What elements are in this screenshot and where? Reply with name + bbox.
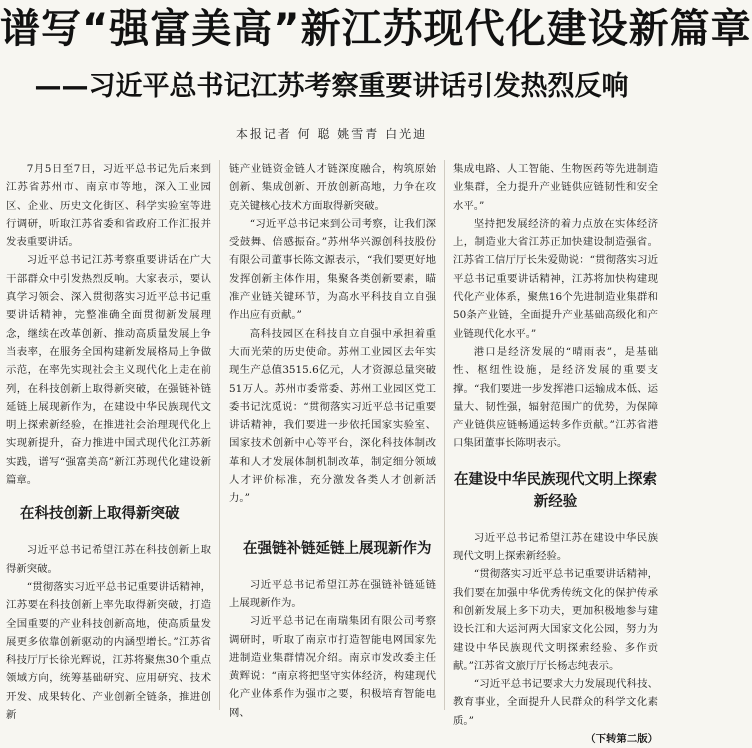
- subheadline: ——习近平总书记江苏考察重要讲话引发热烈反响: [34, 71, 629, 102]
- byline: 本报记者 何 聪 姚雪青 白光迪: [235, 127, 428, 141]
- paragraph: 链产业链资金链人才链深度融合，构筑原始创新、集成创新、开放创新高地，力争在攻克关键核心技术方面取得新突破。: [229, 163, 436, 212]
- paragraph: 集成电路、人工智能、生物医药等先进制造业集群，全力提升产业链供应链韧性和安全水平。”: [453, 163, 658, 212]
- paragraph: 港口是经济发展的“晴雨表”，是基础性、枢纽性设施，是经济发展的重要支撑。“我们要进一步发挥港口运输成本低、运量大、韧性强，辐射范围广的优势，为保障产业链供应链畅通运转多作贡献。”江苏省港口集团董事长陈明表示。: [453, 345, 658, 450]
- column-divider: [219, 160, 220, 710]
- continued-note: （下转第二版）: [585, 733, 658, 746]
- article-column-1: [6, 160, 211, 724]
- paragraph: 习近平总书记在南瑞集团有限公司考察调研时，听取了南京市打造智能电网国家先进制造业集群情况介绍。南京市发改委主任黄辉说：“南京将把坚守实体经济，构建现代化产业体系作为强市之要，积极培育智能电网、: [229, 615, 436, 719]
- headline: 谱写“强富美高”新江苏现代化建设新篇章: [0, 6, 752, 52]
- article-column-2: [229, 160, 436, 722]
- paragraph: “贯彻落实习近平总书记重要讲话精神，江苏要在科技创新上率先取得新突破，打造全国重要的产业科技创新高地，使高质量发展更多依靠创新驱动的内涵型增长。”江苏省科技厅厅长徐光辉说，江苏将聚焦30个重点领域方向，统筹基础研究、应用研究、技术开发、成果转化、产业创新全链条，推进创新: [6, 580, 211, 722]
- paragraph: “习近平总书记来到公司考察，让我们深受鼓舞、倍感振奋。”苏州华兴源创科技股份有限公司董事长陈文源表示，“我们要更好地发挥创新主体作用，集聚各类创新要素，瞄准产业链关键环节，为高水平科技自立自强作出应有贡献。”: [229, 217, 436, 322]
- paragraph: 习近平总书记江苏考察重要讲话在广大干部群众中引发热烈反响。大家表示，要认真学习领会、深入贯彻落实习近平总书记重要讲话精神，完整准确全面贯彻新发展理念，继续在改革创新、推动高质量发展上争当表率，在服务全国构建新发展格局上争做示范，在率先实现社会主义现代化上走在前列，在科技创新上取得新突破，在强链补链延链上展现新作为，在建设中华民族现代文明上探索新经验，在推进社会治理现代化上实现新提升，奋力推进中国式现代化江苏新实践，谱写“强富美高”新江苏现代化建设新篇章。: [6, 254, 211, 487]
- paragraph: 习近平总书记希望江苏在科技创新上取得新突破。: [6, 544, 211, 575]
- paragraph: “习近平总书记要求大力发展现代科技、教育事业，全面提升人民群众的科学文化素质。”: [453, 678, 658, 727]
- section-heading: 在科技创新上取得新突破: [20, 506, 180, 523]
- article-column-3: [453, 160, 658, 748]
- paragraph: “贯彻落实习近平总书记重要讲话精神，我们要在加强中华优秀传统文化的保护传承和创新发展上多下功夫，更加积极地参与建设长江和大运河两大国家文化公园，努力为建设中华民族现代文明探索经验、多作贡献。”江苏省文旅厅厅长杨志纯表示。: [453, 568, 658, 672]
- paragraph: 习近平总书记希望江苏在建设中华民族现代文明上探索新经验。: [453, 531, 658, 563]
- column-divider: [444, 160, 445, 710]
- paragraph: 高科技园区在科技自立自强中承担着重大而光荣的历史使命。苏州工业园区去年实现生产总值3515.6亿元，人才资源总量突破51万人。苏州市委常委、苏州工业园区党工委书记沈觅说：“贯彻落实习近平总书记重要讲话精神，我们要进一步依托国家实验室、国家技术创新中心等平台，深化科技体制改革和人才发展体制机制改革，制定细分领域人才评价标准，充分激发各类人才创新活力。”: [229, 327, 436, 505]
- paragraph: 坚持把发展经济的着力点放在实体经济上，制造业大省江苏正加快建设制造强省。江苏省工信厅厅长朱爱勋说：“贯彻落实习近平总书记重要讲话精神，江苏将加快构建现代化产业体系，聚焦16个先进制造业集群和50条产业链，全面提升产业基础高级化和产业链现代化水平。”: [453, 217, 658, 340]
- paragraph: 习近平总书记希望江苏在强链补链延链上展现新作为。: [229, 578, 436, 609]
- paragraph: 7月5日至7日，习近平总书记先后来到江苏省苏州市、南京市等地，深入工业园区、企业、历史文化街区、科学实验室等进行调研，听取江苏省委和省政府工作汇报并发表重要讲话。: [6, 163, 211, 249]
- section-heading: 在强链补链延链上展现新作为: [243, 540, 432, 557]
- section-heading: 在建设中华民族现代文明上探索新经验: [454, 471, 657, 510]
